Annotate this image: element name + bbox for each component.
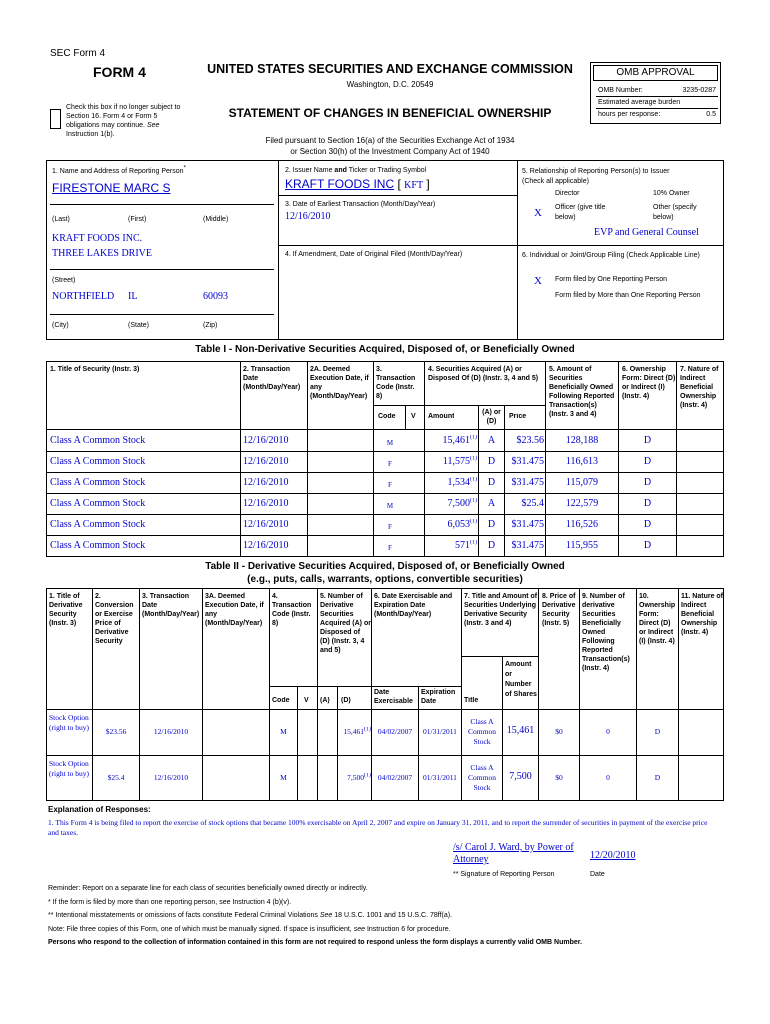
footnote-ref: (1) (470, 540, 477, 546)
footnote-ref: (1) (470, 456, 477, 462)
filed-pursuant: Filed pursuant to Section 16(a) of the Securities Exchange Act of 1934 or Section 30(h) of the Investment Company Act of 1940 (265, 136, 515, 156)
t1-amount: Amount (428, 413, 455, 420)
t2-row-price: $23.56 (105, 727, 127, 736)
t2-row-exer: 04/02/2007 (377, 773, 413, 782)
t2-code: Code (272, 697, 290, 704)
commission-city: Washington, D.C. 20549 (346, 80, 434, 89)
t2-row-title: Stock Option (right to buy) (49, 759, 89, 778)
t1-row-title: Class A Common Stock (50, 498, 146, 509)
t2-row-form: D (654, 773, 661, 782)
t2-row-title: Stock Option (right to buy) (49, 713, 89, 732)
section16-checkbox[interactable] (50, 109, 61, 129)
t1-h2: 2. Transaction Date (Month/Day/Year) (243, 366, 301, 391)
t1-row-amount: 1,534$^{(1)}$ (447, 477, 477, 488)
footer-note1: * If the form is filed by more than one reporting person, see Instruction 4 (b)(v). (48, 899, 292, 906)
t1-aord: (A) or (D) (482, 409, 501, 425)
more-persons-option: Form filed by More than One Reporting Person (555, 292, 701, 299)
signature-name[interactable]: /s/ Carol J. Ward, by Power of Attorney (453, 842, 574, 865)
t2-a: (A) (320, 697, 330, 704)
t1-row-code: F (388, 460, 392, 468)
t1-h2a: 2A. Deemed Execution Date, if any (Month/Day/Year) (310, 366, 369, 400)
omb-hours-label: hours per response: (598, 111, 661, 118)
t1-row-code: F (388, 523, 392, 531)
t1-row-code: M (386, 502, 394, 510)
t1-row-date: 12/16/2010 (243, 540, 289, 551)
t1-row-ad: D (487, 456, 496, 467)
t2-row-exer: 04/02/2007 (377, 727, 413, 736)
footer-note3: Note: File three copies of this Form, one of which must be manually signed. If space is insufficient, see Instruction 6 for procedure. (48, 926, 451, 933)
issuer-name[interactable]: KRAFT FOODS INC (285, 177, 395, 191)
omb-number-value: 3235-0287 (682, 87, 716, 94)
t1-row-ad: D (487, 519, 496, 530)
t1-row-form: D (643, 519, 652, 530)
t2-row-u_title: Class A Common Stock (468, 717, 496, 746)
t2-title: Title (464, 697, 479, 704)
city-value: NORTHFIELD (52, 291, 115, 302)
t2-h9: 9. Number of derivative Securities Beneficially Owned Following Reported Transaction(s) (Instr. 4) (582, 593, 630, 672)
table1-title: Table I - Non-Derivative Securities Acquired, Disposed of, or Beneficially Owned (195, 344, 575, 355)
t2-row-date: 12/16/2010 (153, 727, 189, 736)
table2-title: Table II - Derivative Securities Acquired, Disposed of, or Beneficially Owned (e.g., puts, calls, warrants, options, convertible securities) (205, 561, 565, 585)
box2-label: 2. Issuer Name and Ticker or Trading Symbol (285, 167, 427, 174)
t2-row-code: M (280, 773, 287, 782)
t2-row-owned: 0 (606, 727, 610, 736)
t1-row-ad: A (487, 435, 496, 446)
state-label: (State) (128, 322, 150, 329)
t1-row-form: D (643, 435, 652, 446)
omb-title: OMB APPROVAL (593, 65, 718, 81)
t1-row-form: D (643, 498, 652, 509)
footnote-ref: (1) (364, 773, 371, 779)
t1-h5: 5. Amount of Securities Beneficially Owned Following Reported Transaction(s) (Instr. 3 and 4) (549, 366, 615, 418)
omb-burden-label: Estimated average burden (598, 99, 681, 106)
t1-h1: 1. Title of Security (Instr. 3) (50, 366, 140, 373)
footnote-ref: (1) (470, 477, 477, 483)
t2-h7: 7. Title and Amount of Securities Underlying Derivative Security (Instr. 3 and 4) (464, 593, 538, 627)
t1-row-price: $31.475 (511, 519, 544, 530)
t1-row-title: Class A Common Stock (50, 456, 146, 467)
t2-date-ex: Date Exercisable (374, 689, 413, 705)
t1-row-code: F (388, 544, 392, 552)
t2-v: V (304, 697, 309, 704)
t1-v: V (411, 413, 416, 420)
city-label: (City) (52, 322, 69, 329)
t1-h6: 6. Ownership Form: Direct (D) or Indirect (I) (Instr. 4) (622, 366, 676, 400)
t1-row-title: Class A Common Stock (50, 540, 146, 551)
footnote-ref: (1) (470, 498, 477, 504)
t2-row-d: 15,461$^{(1)}$ (343, 727, 371, 736)
t2-row-date: 12/16/2010 (153, 773, 189, 782)
t1-row-price: $31.475 (511, 540, 544, 551)
footnote-ref: (1) (470, 519, 477, 525)
t1-h3: 3. Transaction Code (Instr. 8) (376, 366, 416, 400)
footnote-ref: (1) (470, 435, 477, 441)
t2-row-u_title: Class A Common Stock (468, 763, 496, 792)
t2-h5: 5. Number of Derivative Securities Acquired (A) or Disposed of (D) (Instr. 3, 4 and 5) (320, 593, 371, 654)
other-option: Other (specify below) (653, 204, 697, 221)
footer-reminder: Reminder: Report on a separate line for each class of securities beneficially owned directly or indirectly. (48, 885, 368, 892)
officer-title: EVP and General Counsel (594, 227, 699, 238)
t2-row-owned: 0 (606, 773, 610, 782)
t2-h10: 10. Ownership Form: Direct (D) or Indirect (I) (Instr. 4) (639, 593, 676, 645)
t1-price: Price (509, 413, 527, 420)
t2-row-p8: $0 (555, 773, 563, 782)
t1-row-ad: D (487, 540, 496, 551)
t1-row-amount: 15,461$^{(1)}$ (442, 435, 477, 446)
t2-h11: 11. Nature of Indirect Beneficial Ownership (Instr. 4) (681, 593, 724, 636)
t1-row-owned: 115,955 (565, 540, 599, 551)
t2-h1: 1. Title of Derivative Security (Instr. 3) (49, 593, 83, 627)
statement-title: STATEMENT OF CHANGES IN BENEFICIAL OWNERSHIP (228, 106, 552, 120)
t1-row-date: 12/16/2010 (243, 477, 289, 488)
director-option: Director (555, 190, 580, 197)
street-label: (Street) (52, 277, 76, 284)
one-person-mark: X (534, 275, 542, 287)
sec-form-label: SEC Form 4 (50, 48, 106, 59)
t2-exp: Expiration Date (421, 689, 456, 705)
t1-row-amount: 7,500$^{(1)}$ (447, 498, 477, 509)
footer-note4: Persons who respond to the collection of information contained in this form are not required to respond unless the form displays a currently valid OMB Number. (48, 939, 583, 946)
t1-row-code: F (388, 481, 392, 489)
omb-number-label: OMB Number: (598, 87, 643, 94)
t1-row-date: 12/16/2010 (243, 435, 289, 446)
t2-row-exp: 01/31/2011 (423, 773, 457, 782)
t2-h4: 4. Transaction Code (Instr. 8) (272, 593, 312, 627)
ticker-symbol[interactable]: KFT (404, 180, 424, 191)
middle-label: (Middle) (203, 216, 229, 223)
omb-hours-value: 0.5 (706, 111, 716, 118)
t1-row-owned: 128,188 (565, 435, 599, 446)
t2-d: (D) (341, 697, 351, 704)
t2-row-form: D (654, 727, 661, 736)
issuer-line: KRAFT FOODS INC [ KFT ] (285, 177, 430, 191)
box3-label: 3. Date of Earliest Transaction (Month/Day/Year) (285, 201, 436, 208)
ten-percent-option: 10% Owner (653, 190, 690, 197)
t1-row-owned: 116,526 (565, 519, 599, 530)
t2-row-shares: 7,500 (509, 771, 532, 782)
box5-label: 5. Relationship of Reporting Person(s) to Issuer (Check all applicable) (522, 168, 670, 185)
t1-row-owned: 116,613 (565, 456, 599, 467)
t1-row-date: 12/16/2010 (243, 498, 289, 509)
one-person-option: Form filed by One Reporting Person (555, 276, 668, 283)
reporting-person-name[interactable]: FIRESTONE MARC S (52, 181, 171, 195)
t1-row-title: Class A Common Stock (50, 519, 146, 530)
commission-title: UNITED STATES SECURITIES AND EXCHANGE COMMISSION (207, 62, 573, 76)
t1-row-owned: 115,079 (565, 477, 599, 488)
t1-row-date: 12/16/2010 (243, 519, 289, 530)
zip-value: 60093 (203, 291, 228, 302)
t2-h6: 6. Date Exercisable and Expiration Date (Month/Day/Year) (374, 593, 453, 618)
t1-row-amount: 6,053$^{(1)}$ (447, 519, 477, 530)
t1-row-price: $23.56 (516, 435, 544, 446)
t1-row-code: M (386, 439, 394, 447)
t2-h2: 2. Conversion or Exercise Price of Derivative Security (95, 593, 134, 645)
date-label: Date (590, 871, 605, 878)
t1-row-ad: D (487, 477, 496, 488)
t2-amount-shares: Amount or Number of Shares (505, 661, 537, 698)
t1-row-amount: 571$^{(1)}$ (455, 540, 477, 551)
t1-row-ad: A (487, 498, 496, 509)
t2-row-d: 7,500$^{(1)}$ (347, 773, 371, 782)
footer-note2: ** Intentional misstatements or omissions of facts constitute Federal Criminal Violations See 18 U.S.C. 1001 and 15 U.S.C. 78ff(a). (48, 912, 453, 919)
t1-row-amount: 11,575$^{(1)}$ (442, 456, 477, 467)
t1-row-owned: 122,579 (565, 498, 599, 509)
t2-row-code: M (280, 727, 287, 736)
signature-label: ** Signature of Reporting Person (453, 871, 555, 878)
t1-row-price: $25.4 (521, 498, 544, 509)
t2-row-shares: 15,461 (506, 725, 535, 736)
t1-row-title: Class A Common Stock (50, 435, 146, 446)
state-value: IL (128, 291, 138, 302)
t1-row-form: D (643, 456, 652, 467)
box1-label: 1. Name and Address of Reporting Person* (52, 165, 186, 175)
officer-mark: X (534, 207, 542, 219)
t2-h3: 3. Transaction Date (Month/Day/Year) (142, 593, 200, 618)
box4-label: 4. If Amendment, Date of Original Filed (Month/Day/Year) (285, 251, 463, 258)
signature-date: 12/20/2010 (590, 850, 636, 861)
explanation-title: Explanation of Responses: (48, 805, 151, 814)
t2-h3a: 3A. Deemed Execution Date, if any (Month/Day/Year) (205, 593, 264, 627)
t2-h8: 8. Price of Derivative Security (Instr. 5) (542, 593, 576, 627)
first-label: (First) (128, 216, 147, 223)
t1-row-title: Class A Common Stock (50, 477, 146, 488)
t1-row-price: $31.475 (511, 477, 544, 488)
t2-row-p8: $0 (555, 727, 563, 736)
form-number: FORM 4 (93, 64, 146, 80)
reporting-address: KRAFT FOODS INC. THREE LAKES DRIVE (52, 233, 152, 259)
t2-row-price: $25.4 (107, 773, 125, 782)
t1-row-form: D (643, 477, 652, 488)
earliest-transaction-date: 12/16/2010 (285, 211, 331, 222)
t1-h7: 7. Nature of Indirect Beneficial Ownership (Instr. 4) (680, 366, 719, 409)
t1-row-price: $31.475 (511, 456, 544, 467)
box6-label: 6. Individual or Joint/Group Filing (Check Applicable Line) (522, 252, 700, 259)
t2-row-exp: 01/31/2011 (423, 727, 457, 736)
checkbox-instructions: Check this box if no longer subject to Section 16. Form 4 or Form 5 obligations may continue. See Instruction 1(b). (66, 104, 181, 138)
t1-h4: 4. Securities Acquired (A) or Disposed Of (D) (Instr. 3, 4 and 5) (428, 366, 539, 382)
zip-label: (Zip) (203, 322, 218, 329)
explanation-text: 1. This Form 4 is being filed to report the exercise of stock options that became 100% exercisable on April 2, 2007 and expire on January 31, 2011, and to report the surrender of securities in payment of the exercise price and taxes. (48, 818, 708, 837)
last-label: (Last) (52, 216, 70, 223)
t1-row-form: D (643, 540, 652, 551)
officer-option: Officer (give title below) (555, 204, 606, 221)
footnote-ref: (1) (364, 727, 371, 733)
t1-code: Code (378, 413, 396, 420)
t1-row-date: 12/16/2010 (243, 456, 289, 467)
